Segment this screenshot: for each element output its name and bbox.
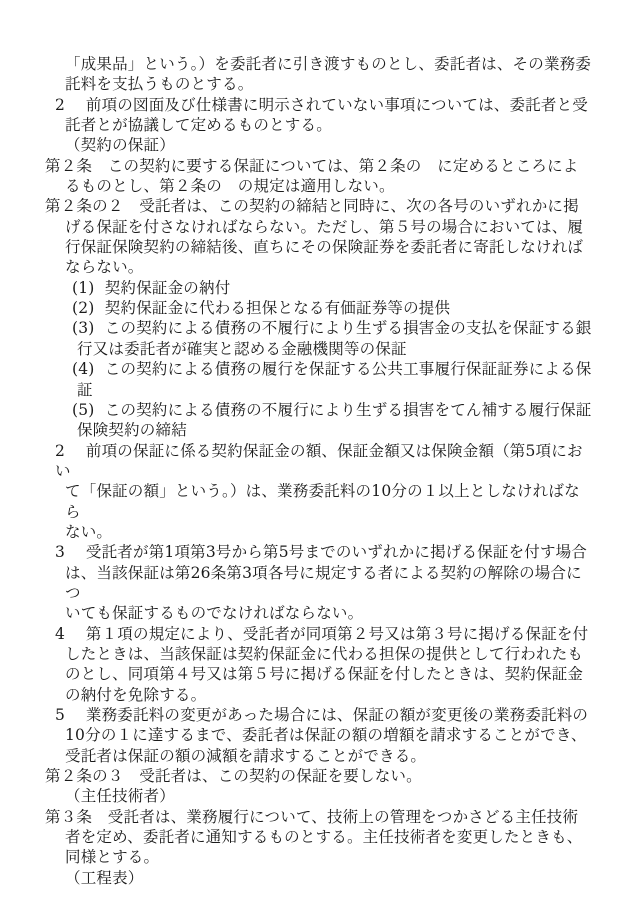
text-line: 2 前項の図面及び仕様書に明示されていない事項については、委託者と受 xyxy=(55,95,588,114)
text-line: （契約の保証） xyxy=(65,136,175,155)
text-line: て「保証の額」という。）は、業務委託料の10分の１以上としなければなら xyxy=(65,482,580,521)
text-line: 保険契約の締結 xyxy=(77,421,187,440)
text-line: のとし、同項第４号又は第５号に掲げる保証を付したときは、契約保証金 xyxy=(65,665,584,684)
text-line: 第２条の２ 受託者は、この契約の締結と同時に、次の各号のいずれかに掲 xyxy=(45,197,579,216)
text-line: 3 受託者が第1項第3号から第5号までのいずれかに掲げる保証を付す場合 xyxy=(55,543,588,562)
text-line: 証 xyxy=(77,380,93,399)
text-line: 行又は委託者が確実と認める金融機関等の保証 xyxy=(77,339,407,358)
text-line: したときは、当該保証は契約保証金に代わる担保の提供として行われたも xyxy=(65,644,584,663)
text-line: 2 前項の保証に係る契約保証金の額、保証金額又は保険金額（第5項におい xyxy=(55,441,583,480)
text-line: (5) この契約による債務の不履行により生ずる損害をてん補する履行保証 xyxy=(72,400,592,419)
text-line: (3) この契約による債務の不履行により生ずる損害金の支払を保証する銀 xyxy=(72,319,592,338)
text-line: 託者とが協議して定めるものとする。 xyxy=(65,116,332,135)
text-line: 行保証保険契約の締結後、直ちにその保険証券を委託者に寄託しなければ xyxy=(65,238,584,257)
text-line: 託料を支払うものとする。 xyxy=(65,75,254,94)
text-line: （工程表） xyxy=(65,868,144,887)
text-line: (1) 契約保証金の納付 xyxy=(72,278,231,297)
text-line: 者を定め、委託者に通知するものとする。主任技術者を変更したときも、 xyxy=(65,828,583,847)
text-line: 「成果品」という。）を委託者に引き渡すものとし、委託者は、その業務委 xyxy=(65,55,592,73)
text-line: 5 業務委託料の変更があった場合には、保証の額が変更後の業務委託料の xyxy=(55,706,589,724)
text-line: 10分の１に達するまで、委託者は保証の額の増額を請求することができ、 xyxy=(65,726,587,745)
text-line: 受託者は保証の額の減額を請求することができる。 xyxy=(65,746,427,765)
text-line: 第３条 受託者は、業務履行について、技術上の管理をつかさどる主任技術 xyxy=(45,807,579,826)
text-line: (2) 契約保証金に代わる担保となる有価証券等の提供 xyxy=(72,299,451,318)
text-line: （主任技術者） xyxy=(65,787,175,806)
text-line: ない。 xyxy=(65,522,113,541)
document-body xyxy=(45,54,592,888)
text-line: げる保証を付さなければならない。ただし、第５号の場合においては、履 xyxy=(65,217,584,236)
text-line: 4 第１項の規定により、受託者が同項第２号又は第３号に掲げる保証を付 xyxy=(55,624,589,643)
text-line: 第２条の３ 受託者は、この契約の保証を要しない。 xyxy=(45,767,422,786)
text-line: 第２条 この契約に要する保証については、第２条の に定めるところによ xyxy=(45,156,579,175)
text-line: は、当該保証は第26条第3項各号に規定する者による契約の解除の場合につ xyxy=(65,563,582,602)
text-line: いても保証するものでなければならない。 xyxy=(65,604,364,623)
text-line: 同様とする。 xyxy=(65,848,160,867)
text-line: (4) この契約による債務の履行を保証する公共工事履行保証証券による保 xyxy=(72,360,592,379)
text-line: ならない。 xyxy=(65,258,144,277)
text-line: るものとし、第２条の の規定は適用しない。 xyxy=(65,177,395,196)
text-line: の納付を免除する。 xyxy=(65,685,207,704)
